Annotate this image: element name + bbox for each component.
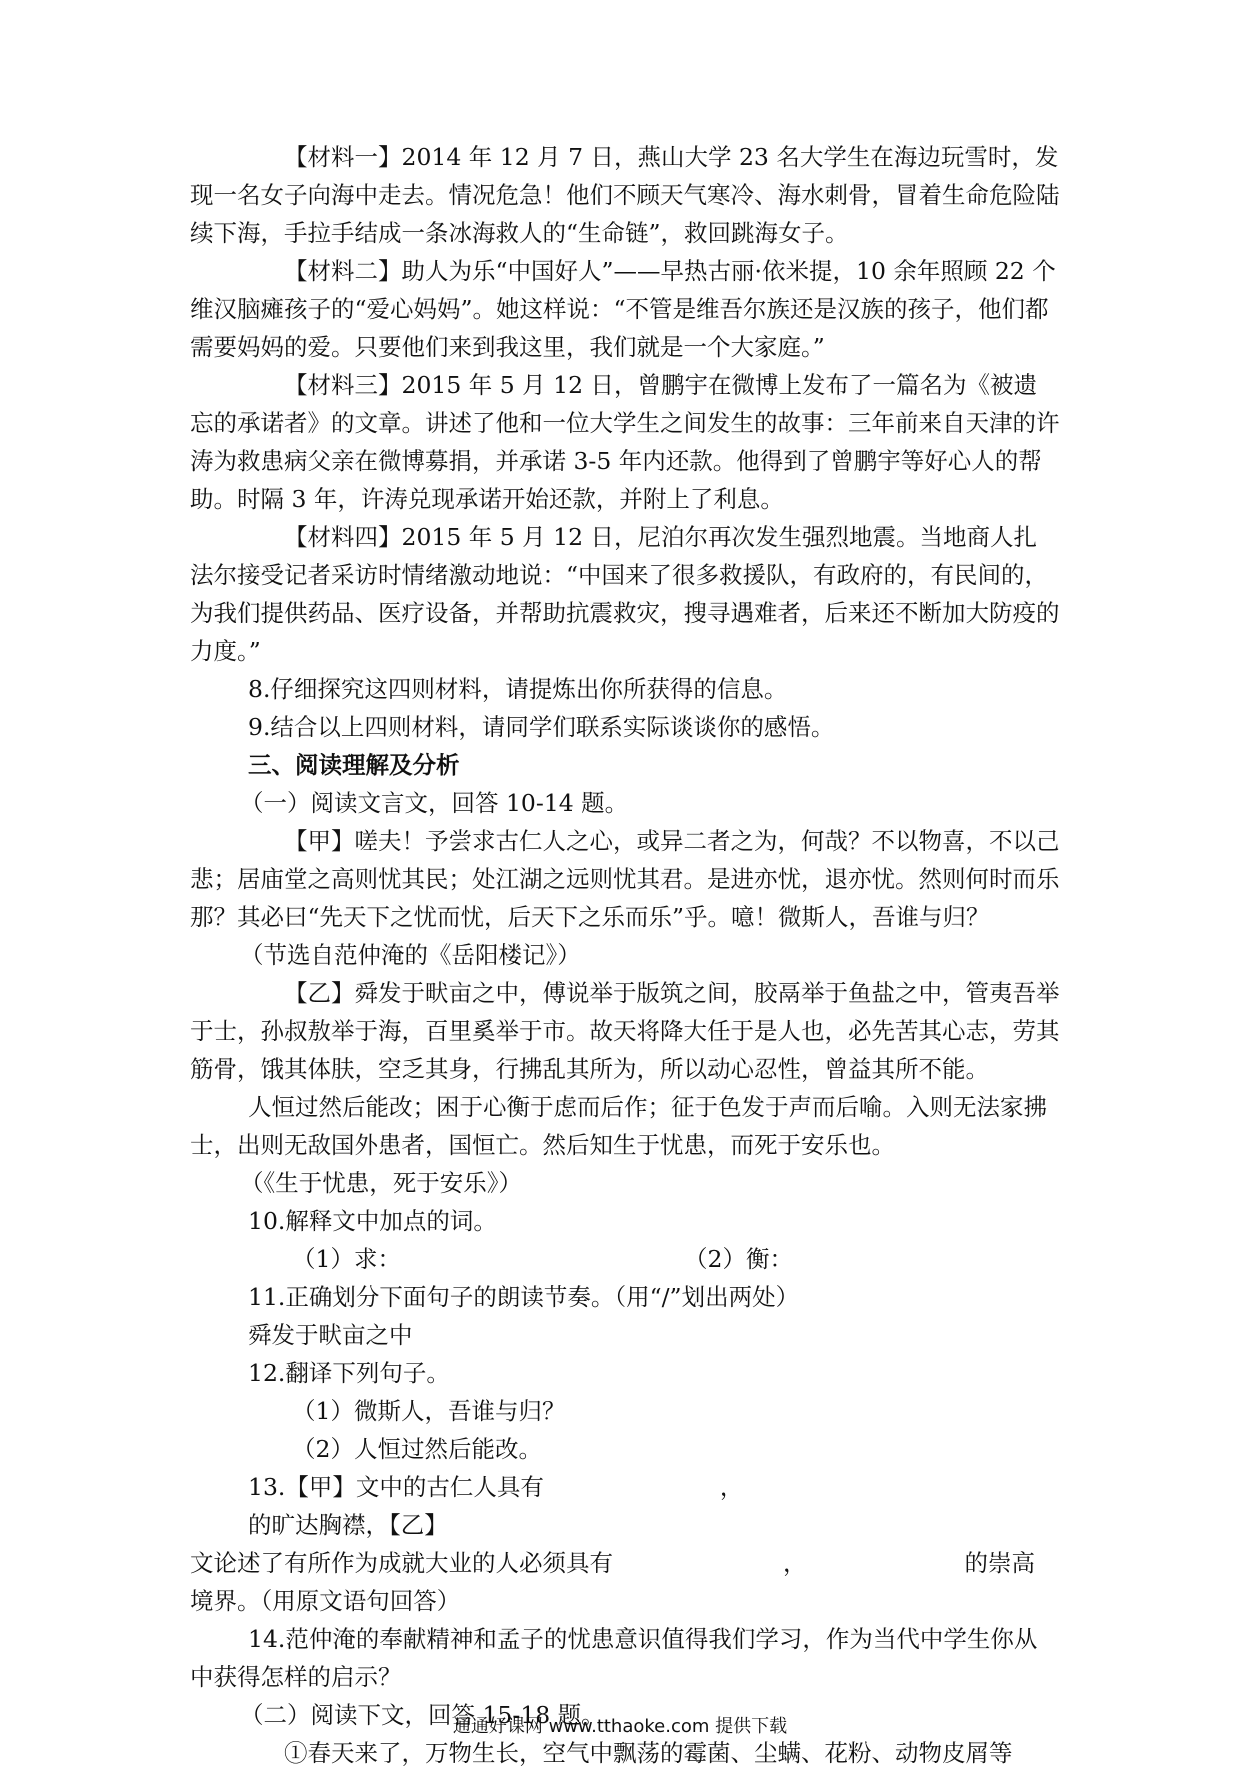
- material-2: 【材料二】助人为乐“中国好人”——早热古丽·依米提，10 余年照顾 22 个维汉脑瘫孩子的“爱心妈妈”。她这样说：“不管是维吾尔族还是汉族的孩子，他们都需要妈妈的爱。只要他们来到我这里，我们就是一个大家庭。”: [190, 257, 1056, 361]
- page-footer: 通通好课网 www.tthaoke.com 提供下载: [452, 1716, 788, 1737]
- part-1-intro: （一）阅读文言文，回答 10-14 题。: [240, 789, 629, 817]
- passage-yi: 【乙】舜发于畎亩之中，傅说举于版筑之间，胶鬲举于鱼盐之中，管夷吾举于士，孙叔敖举于海，百里奚举于市。故天将降大任于是人也，必先苦其心志，劳其筋骨，饿其体肤，空乏其身，行拂乱其所为，所以动心忍性，曾益其所不能。: [190, 979, 1060, 1083]
- question-13-line-2: [190, 1544, 1060, 1582]
- passage-yi-source: （《生于忧患，死于安乐》）: [240, 1169, 522, 1197]
- question-13-part-b: 的旷达胸襟，【乙】: [248, 1511, 448, 1539]
- question-13-part-a: 13.【甲】文中的古仁人具有: [248, 1473, 544, 1501]
- question-12-item-1: （1）微斯人，吾谁与归？: [292, 1397, 566, 1425]
- question-8: 8.仔细探究这四则材料，请提炼出你所获得的信息。: [248, 675, 788, 703]
- question-13-comma-1: ，: [719, 1473, 744, 1501]
- material-1: 【材料一】2014 年 12 月 7 日，燕山大学 23 名大学生在海边玩雪时，发现一名女子向海中走去。情况危急！他们不顾天气寒冷、海水刺骨，冒着生命危险陆续下海，手拉手结成一条冰海救人的“生命链”，救回跳海女子。: [190, 143, 1060, 247]
- material-3: 【材料三】2015 年 5 月 12 日，曾鹏宇在微博上发布了一篇名为《被遗忘的承诺者》的文章。讲述了他和一位大学生之间发生的故事：三年前来自天津的许涛为救患病父亲在微博募捐，并承诺 3-5 年内还款。他得到了曾鹏宇等好心人的帮助。时隔 3 年，许涛兑现承诺开始还款，并附上了利息。: [190, 371, 1060, 513]
- question-10-item-2: （2）衡：: [684, 1245, 793, 1273]
- passage-jia: 【甲】嗟夫！予尝求古仁人之心，或异二者之为，何哉？不以物喜，不以己悲；居庙堂之高则忧其民；处江湖之远则忧其君。是进亦忧，退亦忧。然则何时而乐那？其必曰“先天下之忧而忧，后天下之乐而乐”乎。噫！微斯人，吾谁与归？: [190, 827, 1060, 931]
- question-12: 12.翻译下列句子。: [248, 1359, 450, 1387]
- question-14: 14.范仲淹的奉献精神和孟子的忧患意识值得我们学习，作为当代中学生你从中获得怎样的启示？: [190, 1625, 1038, 1691]
- question-9: 9.结合以上四则材料，请同学们联系实际谈谈你的感悟。: [248, 713, 835, 741]
- section-heading-3: 三、阅读理解及分析: [248, 751, 460, 779]
- question-13-line-1: [190, 1468, 1060, 1544]
- question-13-part-d: 的崇高: [964, 1549, 1035, 1577]
- paragraph-1: ①春天来了，万物生长，空气中飘荡的霉菌、尘螨、花粉、动物皮屑等: [284, 1739, 1013, 1767]
- passage-jia-source: （节选自范仲淹的《岳阳楼记》）: [240, 941, 581, 969]
- question-13-part-c: 文论述了有所作为成就大业的人必须具有: [190, 1549, 613, 1577]
- question-10: 10.解释文中加点的词。: [248, 1207, 497, 1235]
- question-11-sentence: 舜发于畎亩之中: [248, 1321, 413, 1349]
- passage-yi-2: 人恒过然后能改；困于心衡于虑而后作；征于色发于声而后喻。入则无法家拂士，出则无敌国外患者，国恒亡。然后知生于忧患，而死于安乐也。: [190, 1093, 1047, 1159]
- part-2-intro: （二）阅读下文，回答 15-18 题。: [240, 1701, 605, 1729]
- question-10-item-1: （1）求：: [292, 1245, 401, 1273]
- question-12-item-2: （2）人恒过然后能改。: [292, 1435, 542, 1463]
- document-body: [190, 138, 1060, 1772]
- question-13-line-3: 境界。（用原文语句回答）: [190, 1587, 461, 1615]
- question-10-items: [190, 1240, 1060, 1278]
- material-4: 【材料四】2015 年 5 月 12 日，尼泊尔再次发生强烈地震。当地商人扎法尔接受记者采访时情绪激动地说：“中国来了很多救援队，有政府的，有民间的，为我们提供药品、医疗设备，并帮助抗震救灾，搜寻遇难者，后来还不断加大防疫的力度。”: [190, 523, 1060, 665]
- question-11: 11.正确划分下面句子的朗读节奏。（用“/”划出两处）: [248, 1283, 800, 1311]
- question-13-comma-2: ，: [783, 1549, 807, 1577]
